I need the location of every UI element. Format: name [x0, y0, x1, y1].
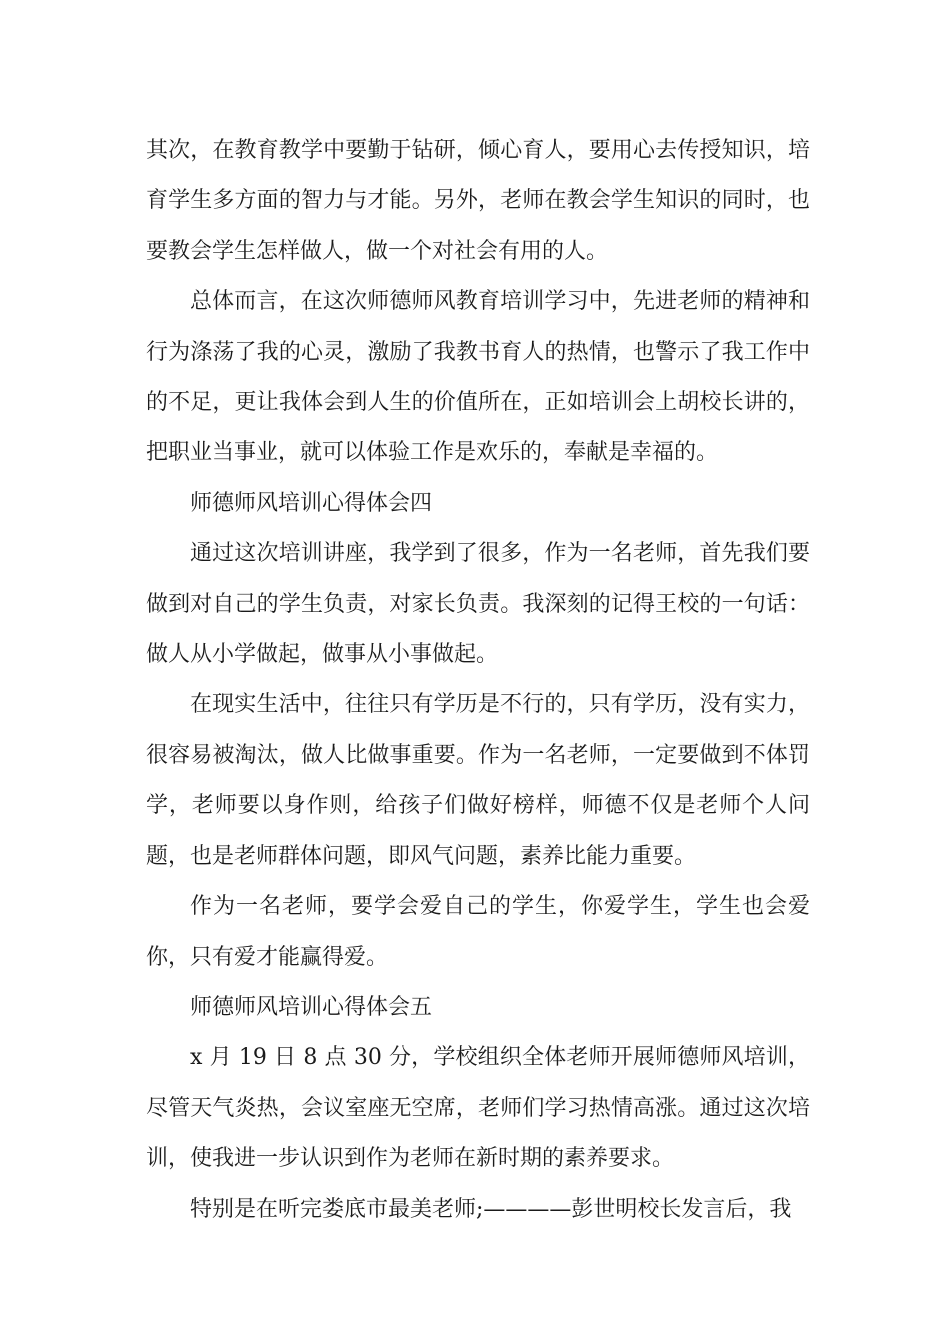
paragraph-summary: 总体而言，在这次师德师风教育培训学习中，先进老师的精神和行为涤荡了我的心灵，激励了我教书育人的热情，也警示了我工作中的不足，更让我体会到人生的价值所在，正如培训会上胡校长讲的，把职业当事业，就可以体验工作是欢乐的，奉献是幸福的。 [146, 289, 810, 466]
paragraph-real-life: 在现实生活中，往往只有学历是不行的，只有学历，没有实力，很容易被淘汰，做人比做事重要。作为一名老师，一定要做到不体罚学，老师要以身作则，给孩子们做好榜样，师德不仅是老师个人问题，也是老师群体问题，即风气问题，素养比能力重要。 [146, 692, 810, 869]
paragraph-speech: 特别是在听完娄底市最美老师;————彭世明校长发言后，我 [190, 1196, 792, 1222]
document-body [146, 126, 810, 1235]
section-heading-five: 师德师风培训心得体会五 [190, 994, 433, 1020]
paragraph-love-students: 作为一名老师，要学会爱自己的学生，你爱学生，学生也会爱你，只有爱才能赢得爱。 [146, 894, 810, 970]
paragraph-lecture-lessons: 通过这次培训讲座，我学到了很多，作为一名老师，首先我们要做到对自己的学生负责，对家长负责。我深刻的记得王校的一句话：做人从小学做起，做事从小事做起。 [146, 541, 810, 668]
section-heading-four: 师德师风培训心得体会四 [190, 490, 433, 516]
paragraph-teaching-skills: 其次，在教育教学中要勤于钻研，倾心育人，要用心去传授知识，培育学生多方面的智力与才能。另外，老师在教会学生知识的同时，也要教会学生怎样做人，做一个对社会有用的人。 [146, 138, 810, 264]
paragraph-training-date: x 月 19 日 8 点 30 分，学校组织全体老师开展师德师风培训，尽管天气炎热，会议室座无空席，老师们学习热情高涨。通过这次培训，使我进一步认识到作为老师在新时期的素养要求。 [146, 1045, 810, 1172]
